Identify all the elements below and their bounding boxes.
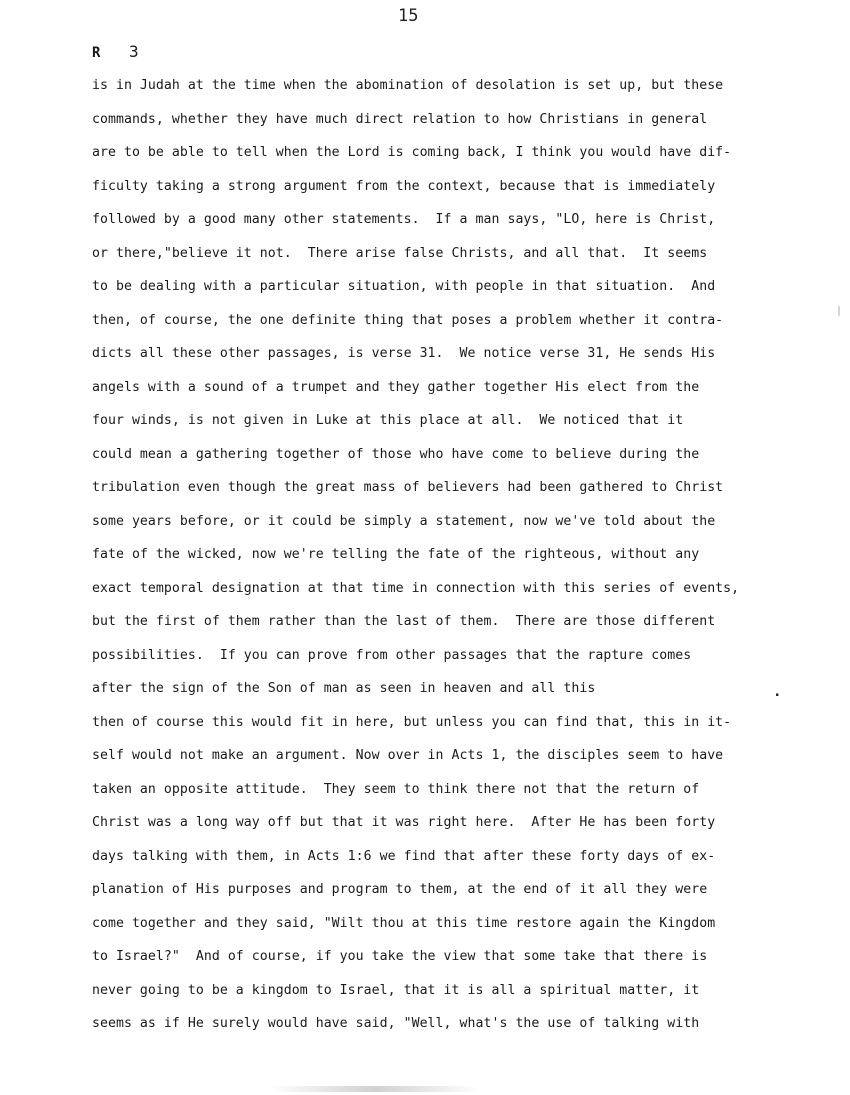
text-line: is in Judah at the time when the abomination of desolation is set up, but these bbox=[92, 78, 724, 93]
text-line: are to be able to tell when the Lord is coming back, I think you would have dif- bbox=[92, 145, 732, 160]
text-line: four winds, is not given in Luke at this place at all. We noticed that it bbox=[92, 413, 684, 428]
text-line: to be dealing with a particular situation, with people in that situation. And bbox=[92, 279, 716, 294]
text-line: some years before, or it could be simply a statement, now we've told about the bbox=[92, 513, 716, 529]
text-line: tribulation even though the great mass of believers had been gathered to Christ bbox=[92, 480, 724, 495]
text-line: never going to be a kingdom to Israel, that it is all a spiritual matter, it bbox=[92, 982, 700, 998]
text-line: come together and they said, "Wilt thou at this time restore again the Kingdom bbox=[92, 915, 716, 931]
margin-mark: . bbox=[773, 684, 782, 700]
text-line: or there,"believe it not. There arise false Christs, and all that. It seems bbox=[92, 245, 708, 261]
scan-smudge bbox=[270, 1086, 480, 1092]
text-line: then of course this would fit in here, but unless you can find that, this in it- bbox=[92, 714, 732, 730]
body-text bbox=[92, 74, 782, 1046]
text-line: planation of His purposes and program to them, at the end of it all they were bbox=[92, 882, 708, 897]
text-line: after the sign of the Son of man as seen in heaven and all this bbox=[92, 681, 596, 696]
text-line: then, of course, the one definite thing that poses a problem whether it contra- bbox=[92, 312, 724, 328]
page-number: 15 bbox=[398, 6, 419, 26]
text-line: taken an opposite attitude. They seem to think there not that the return of bbox=[92, 781, 700, 797]
text-line: Christ was a long way off but that it was right here. After He has been forty bbox=[92, 815, 716, 830]
text-line: followed by a good many other statements. If a man says, "LO, here is Christ, bbox=[92, 212, 716, 227]
section-number: 3 bbox=[128, 42, 140, 61]
text-line: exact temporal designation at that time in connection with this series of events, bbox=[92, 580, 740, 596]
text-line: could mean a gathering together of those who have come to believe during the bbox=[92, 446, 700, 462]
text-line: to Israel?" And of course, if you take the view that some take that there is bbox=[92, 949, 708, 964]
section-letter: R bbox=[92, 45, 101, 61]
text-line: seems as if He surely would have said, "Well, what's the use of talking with bbox=[92, 1016, 700, 1031]
text-line: angels with a sound of a trumpet and they gather together His elect from the bbox=[92, 379, 700, 395]
text-line: ficulty taking a strong argument from the context, because that is immediately bbox=[92, 178, 716, 194]
margin-tick-mark bbox=[838, 306, 840, 316]
text-line: commands, whether they have much direct relation to how Christians in general bbox=[92, 111, 708, 127]
text-line: days talking with them, in Acts 1:6 we find that after these forty days of ex- bbox=[92, 848, 716, 864]
text-line: fate of the wicked, now we're telling the fate of the righteous, without any bbox=[92, 547, 700, 562]
text-line: self would not make an argument. Now over in Acts 1, the disciples seem to have bbox=[92, 748, 724, 763]
text-line: possibilities. If you can prove from other passages that the rapture comes bbox=[92, 647, 692, 663]
text-line: dicts all these other passages, is verse 31. We notice verse 31, He sends His bbox=[92, 346, 716, 361]
section-label bbox=[92, 42, 139, 61]
text-line: but the first of them rather than the last of them. There are those different bbox=[92, 614, 716, 629]
